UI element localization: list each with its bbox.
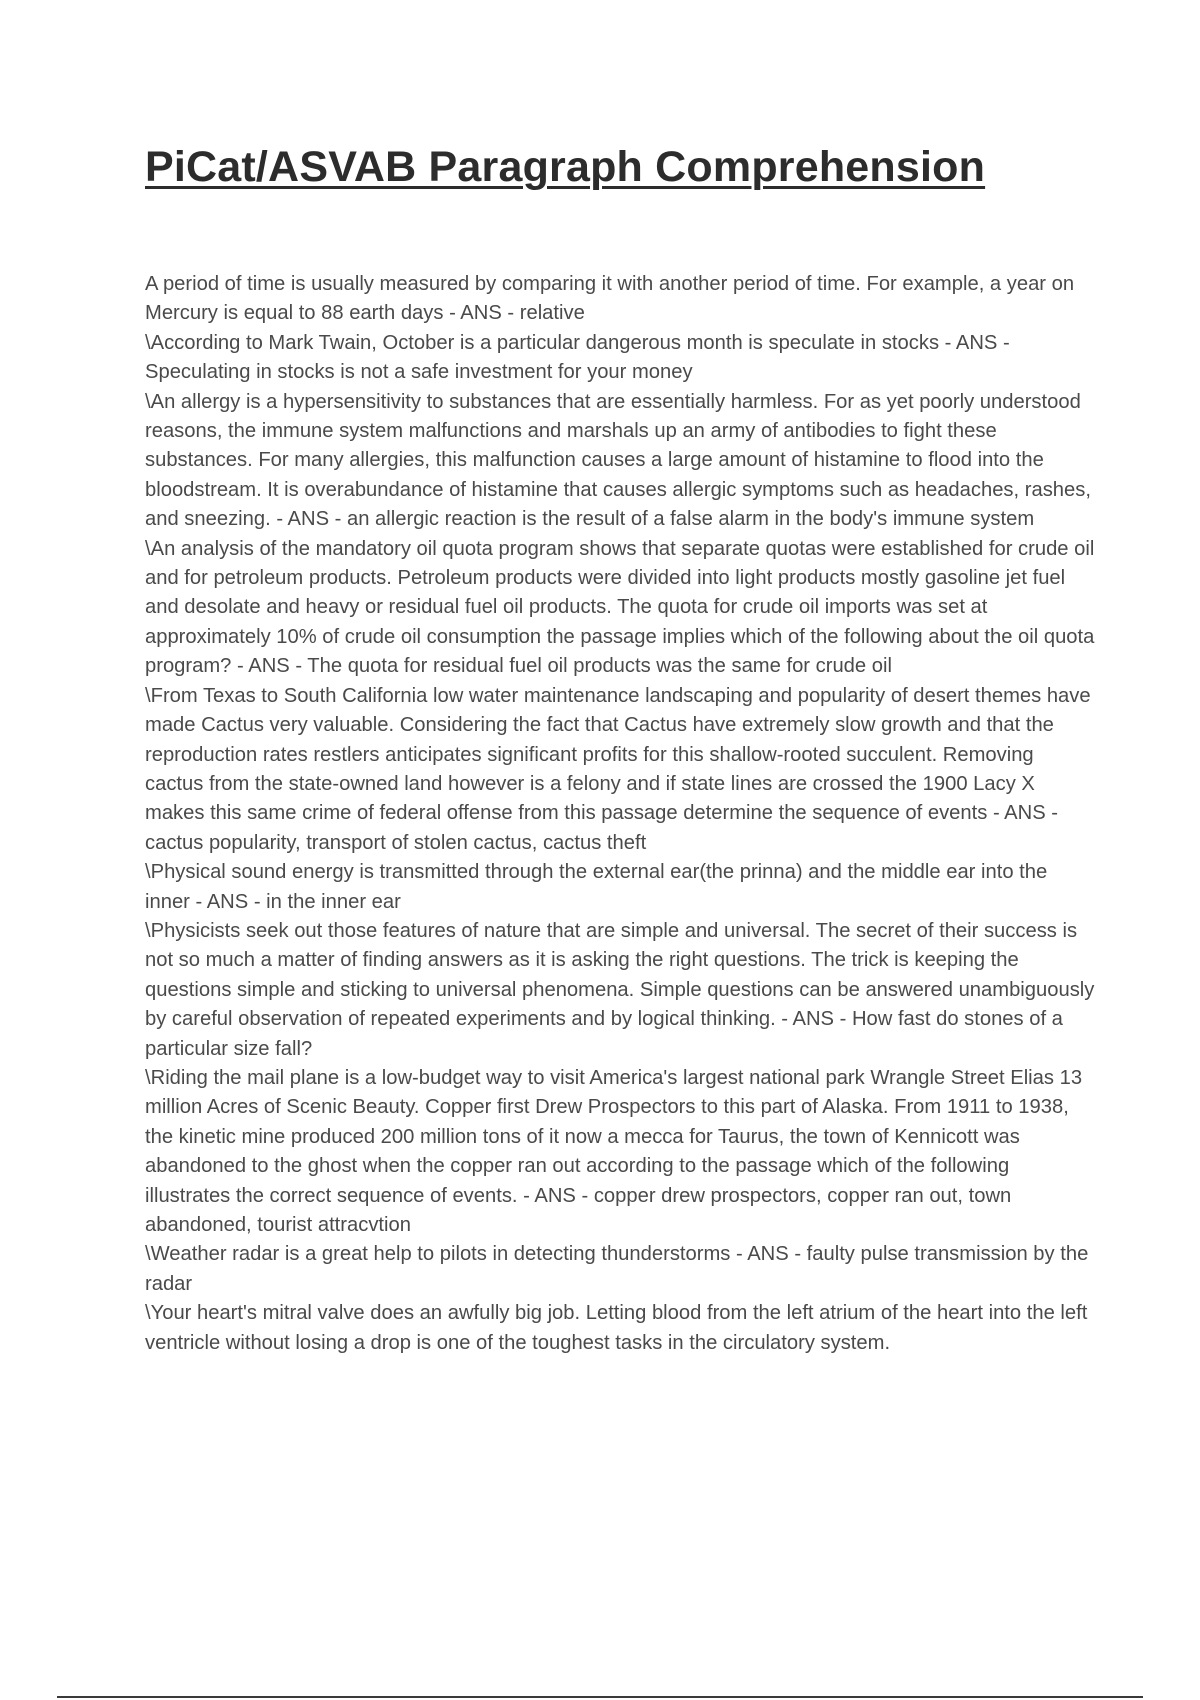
entry-mitral-valve: \Your heart's mitral valve does an awfully big job. Letting blood from the left atrium of the heart into the left ventricle without losing a drop is one of the toughest tasks in the circulatory system. — [145, 1302, 1088, 1354]
entry-weather-radar: \Weather radar is a great help to pilots in detecting thunderstorms - ANS - faulty pulse transmission by the radar — [145, 1243, 1089, 1295]
entry-allergy: \An allergy is a hypersensitivity to substances that are essentially harmless. For as yet poorly understood reasons, the immune system malfunctions and marshals up an army of antibodies to fight these substances. For many allergies, this malfunction causes a large amount of histamine to flood into the bloodstream. It is overabundance of histamine that causes allergic symptoms such as headaches, rashes, and sneezing. - ANS - an allergic reaction is the result of a false alarm in the body's immune system — [145, 390, 1091, 531]
footer-divider — [57, 1696, 1143, 1698]
entry-mail-plane: \Riding the mail plane is a low-budget way to visit America's largest national park Wrangle Street Elias 13 million Acres of Scenic Beauty. Copper first Drew Prospectors to this part of Alaska. From 1911 to 1938, the kinetic mine produced 200 million tons of it now a mecca for Taurus, the town of Kennicott was abandoned to the ghost when the copper ran out according to the passage which of the following illustrates the correct sequence of events. - ANS - copper drew prospectors, copper ran out, town abandoned, tourist attracvtion — [145, 1066, 1083, 1236]
entries-list — [145, 270, 1095, 1358]
entry-mark-twain: \According to Mark Twain, October is a particular dangerous month is speculate in stocks - ANS - Speculating in stocks is not a safe investment for your money — [145, 331, 1010, 384]
entry-sound-energy: \Physical sound energy is transmitted through the external ear(the prinna) and the middle ear into the inner - ANS - in the inner ear — [145, 861, 1048, 913]
entry-cactus: \From Texas to South California low water maintenance landscaping and popularity of desert themes have made Cactus very valuable. Considering the fact that Cactus have extremely slow growth and that the reproduction rates restlers anticipates significant profits for this shallow-rooted succulent. Removing cactus from the state-owned land however is a felony and if state lines are crossed the 1900 Lacy X makes this same crime of federal offense from this passage determine the sequence of events - ANS - cactus popularity, transport of stolen cactus, cactus theft — [145, 684, 1091, 854]
entry-oil-quota: \An analysis of the mandatory oil quota program shows that separate quotas were established for crude oil and for petroleum products. Petroleum products were divided into light products mostly gasoline jet fuel and desolate and heavy or residual fuel oil products. The quota for crude oil imports was set at approximately 10% of crude oil consumption the passage implies which of the following about the oil quota program? - ANS - The quota for residual fuel oil products was the same for crude oil — [145, 537, 1095, 678]
entry-relative: A period of time is usually measured by comparing it with another period of time. For example, a year on Mercury is equal to 88 earth days - ANS - relative — [145, 273, 1075, 325]
entry-physicists: \Physicists seek out those features of nature that are simple and universal. The secret of their success is not so much a matter of finding answers as it is asking the right questions. The trick is keeping the questions simple and sticking to universal phenomena. Simple questions can be answered unambiguously by careful observation of repeated experiments and by logical thinking. - ANS - How fast do stones of a particular size fall? — [145, 919, 1095, 1060]
page-title: PiCat/ASVAB Paragraph Comprehension — [145, 143, 986, 191]
